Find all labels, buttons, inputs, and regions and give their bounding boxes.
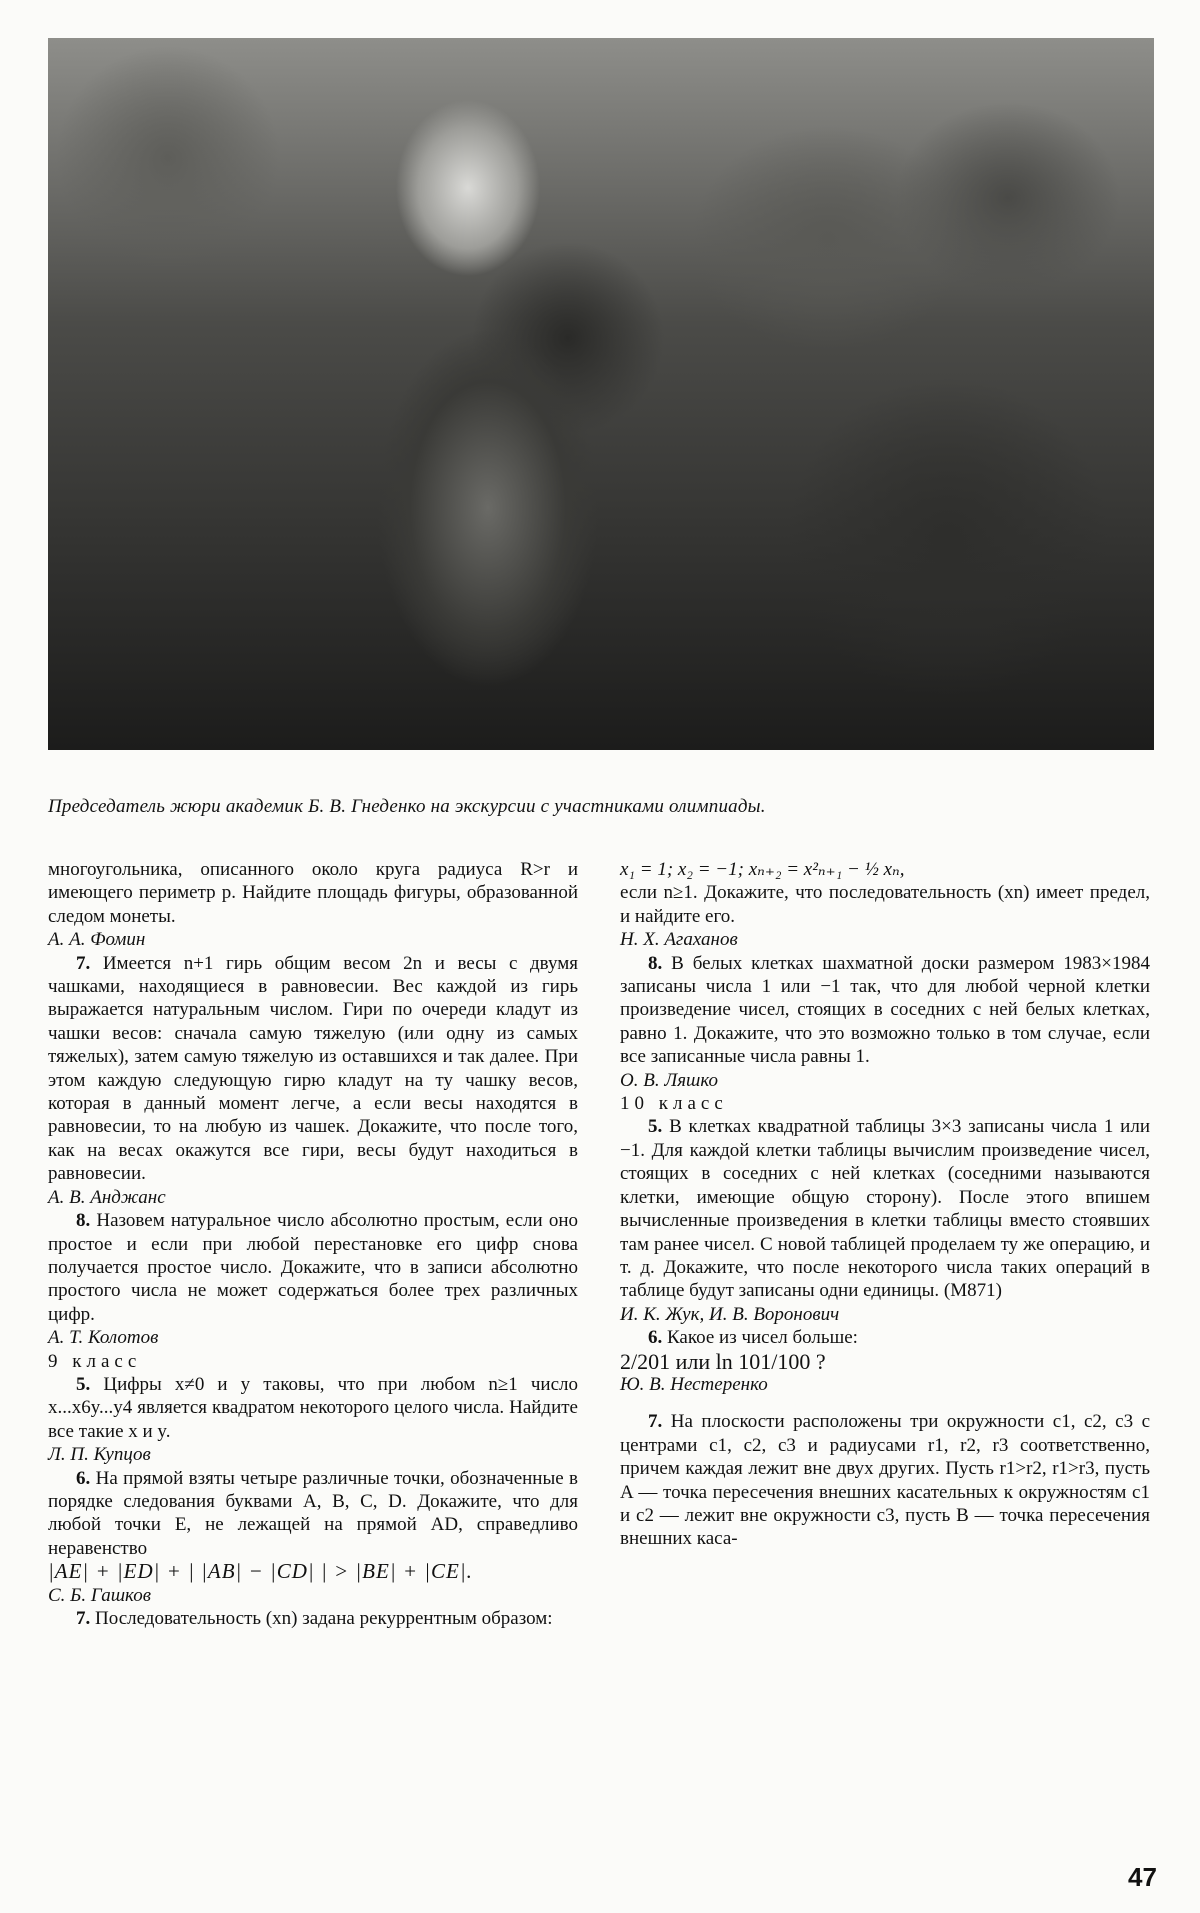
grade-9-heading: 9 класс [48, 1350, 142, 1372]
problem-text: Цифры x≠0 и y таковы, что при любом n≥1 число x...x6y...y4 является квадратом некоторого целого числа. Найдите все такие x и y. [48, 1373, 578, 1442]
author-nesterenko: Ю. В. Нестеренко [620, 1373, 768, 1395]
problem-number: 6. [76, 1467, 91, 1489]
inequality-formula: |AE| + |ED| + | |AB| − |CD| | > |BE| + |CE|. [48, 1559, 473, 1584]
author-gashkov: С. Б. Гашков [48, 1584, 151, 1606]
author-lyashko: О. В. Ляшко [620, 1069, 719, 1091]
problem-text: На прямой взяты четыре различные точки, обозначенные в порядке следования буквами A, B, C, D. Докажите, что для любой точки E, не лежащей на прямой AD, справедливо неравенство [48, 1467, 579, 1559]
problem-5-grade9 [48, 1373, 578, 1443]
problem-text: Назовем натуральное число абсолютно простым, если оно простое и если при любой перестановке его цифр снова получается простое число. Докажите, что в записи абсолютно простого числа не может содержаться более трех различных цифр. [48, 1210, 578, 1325]
problem-number: 7. [76, 952, 91, 974]
problem-text: Последовательность (xn) задана рекуррентным образом: [95, 1608, 553, 1629]
problem-number: 5. [76, 1373, 91, 1395]
problem-number: 6. [648, 1327, 663, 1349]
photo-jury-chairman-excursion [48, 38, 1154, 750]
problem-7-grade8 [48, 952, 578, 1186]
problem-text: В клетках квадратной таблицы 3×3 записаны числа 1 или −1. Для каждой клетки таблицы вычислим произведение чисел, стоящих в соседних с ней клетках (соседними называются клетки, имеющие общую сторону). После этого впишем вычисленные произведения в клетки таблицы вместо стоявших там ранее чисел. С новой таблицей проделаем ту же операцию, и т. д. Докажите, что после некоторого числа таких операций в таблице будут записаны одни единицы. (М871) [620, 1116, 1151, 1302]
right-column [620, 858, 1150, 1551]
author-kolotov: А. Т. Колотов [48, 1327, 159, 1349]
problem-number: 8. [648, 952, 663, 974]
author-agakhanov: Н. Х. Агаханов [620, 929, 738, 951]
problem-text: В белых клетках шахматной доски размером 1983×1984 записаны числа 1 или −1 так, что для любой черной клетки произведение чисел, стоящих в соседних с ней белых клетках, равно 1. Докажите, что это возможно только в том случае, если все записанные числа равны 1. [620, 952, 1151, 1068]
left-column [48, 858, 578, 1630]
author-fomin: А. А. Фомин [48, 929, 146, 951]
problem-6-grade9 [48, 1467, 578, 1561]
problem-text: Какое из чисел больше: [667, 1327, 858, 1349]
problem-number: 5. [648, 1116, 663, 1138]
problem-number: 7. [76, 1608, 91, 1629]
problem-number: 7. [648, 1411, 663, 1433]
grade-10-heading: 10 класс [620, 1093, 728, 1115]
comparison-formula: 2/201 или ln 101/100 ? [620, 1348, 826, 1374]
problem-7-grade9 [48, 1607, 578, 1630]
problem-text: На плоскости расположены три окружности c1, c2, c3 с центрами c1, c2, c3 и радиусами r1, r2, r3 соответственно, причем каждая лежит вне двух других. Пусть r1>r2, r1>r3, пусть A — точка пересечения внешних касательных к окружностям c1 и c2 — лежит вне окружности c3, пусть B — точка пересечения внешних каса- [620, 1411, 1151, 1550]
problem-continuation: если n≥1. Докажите, что последовательность (xn) имеет предел, и найдите его. [620, 882, 1150, 927]
recurrence-formula: x₁ = 1; x₂ = −1; xₙ₊₂ = x²ₙ₊₁ − ½ xₙ, [620, 859, 905, 880]
problem-number: 8. [76, 1210, 91, 1232]
author-zhuk-voronovich: И. К. Жук, И. В. Воронович [620, 1303, 840, 1325]
problem-6-grade10 [620, 1326, 1150, 1349]
problem-5-grade10 [620, 1115, 1150, 1302]
author-kuptsov: Л. П. Купцов [48, 1444, 151, 1466]
problem-text: Имеется n+1 гирь общим весом 2n и весы с двумя чашками, находящиеся в равновесии. Вес каждой из гирь выражается натуральным числом. Гири по очереди кладут из чашки весов: сначала самую тяжелую (или одну из самых тяжелых), затем самую тяжелую из оставшихся и так далее. При этом каждую следующую гирю кладут на ту чашку весов, которая в данный момент легче, а если весы находятся в равновесии, то на любую из чашек. Докажите, что после того, как на весах окажутся все гири, весы будут находиться в равновесии. [48, 952, 579, 1185]
photo-caption: Председатель жюри академик Б. В. Гнеденко на экскурсии с участниками олимпиады. [48, 796, 766, 817]
problem-continuation: многоугольника, описанного около круга радиуса R>r и имеющего периметр p. Найдите площадь фигуры, образованной следом монеты. [48, 859, 578, 927]
problem-8-grade9 [620, 952, 1150, 1069]
problem-7-grade10 [620, 1410, 1150, 1550]
problem-8-grade8 [48, 1209, 578, 1326]
author-andzhans: А. В. Анджанс [48, 1186, 166, 1208]
page-number: 47 [1128, 1862, 1157, 1892]
